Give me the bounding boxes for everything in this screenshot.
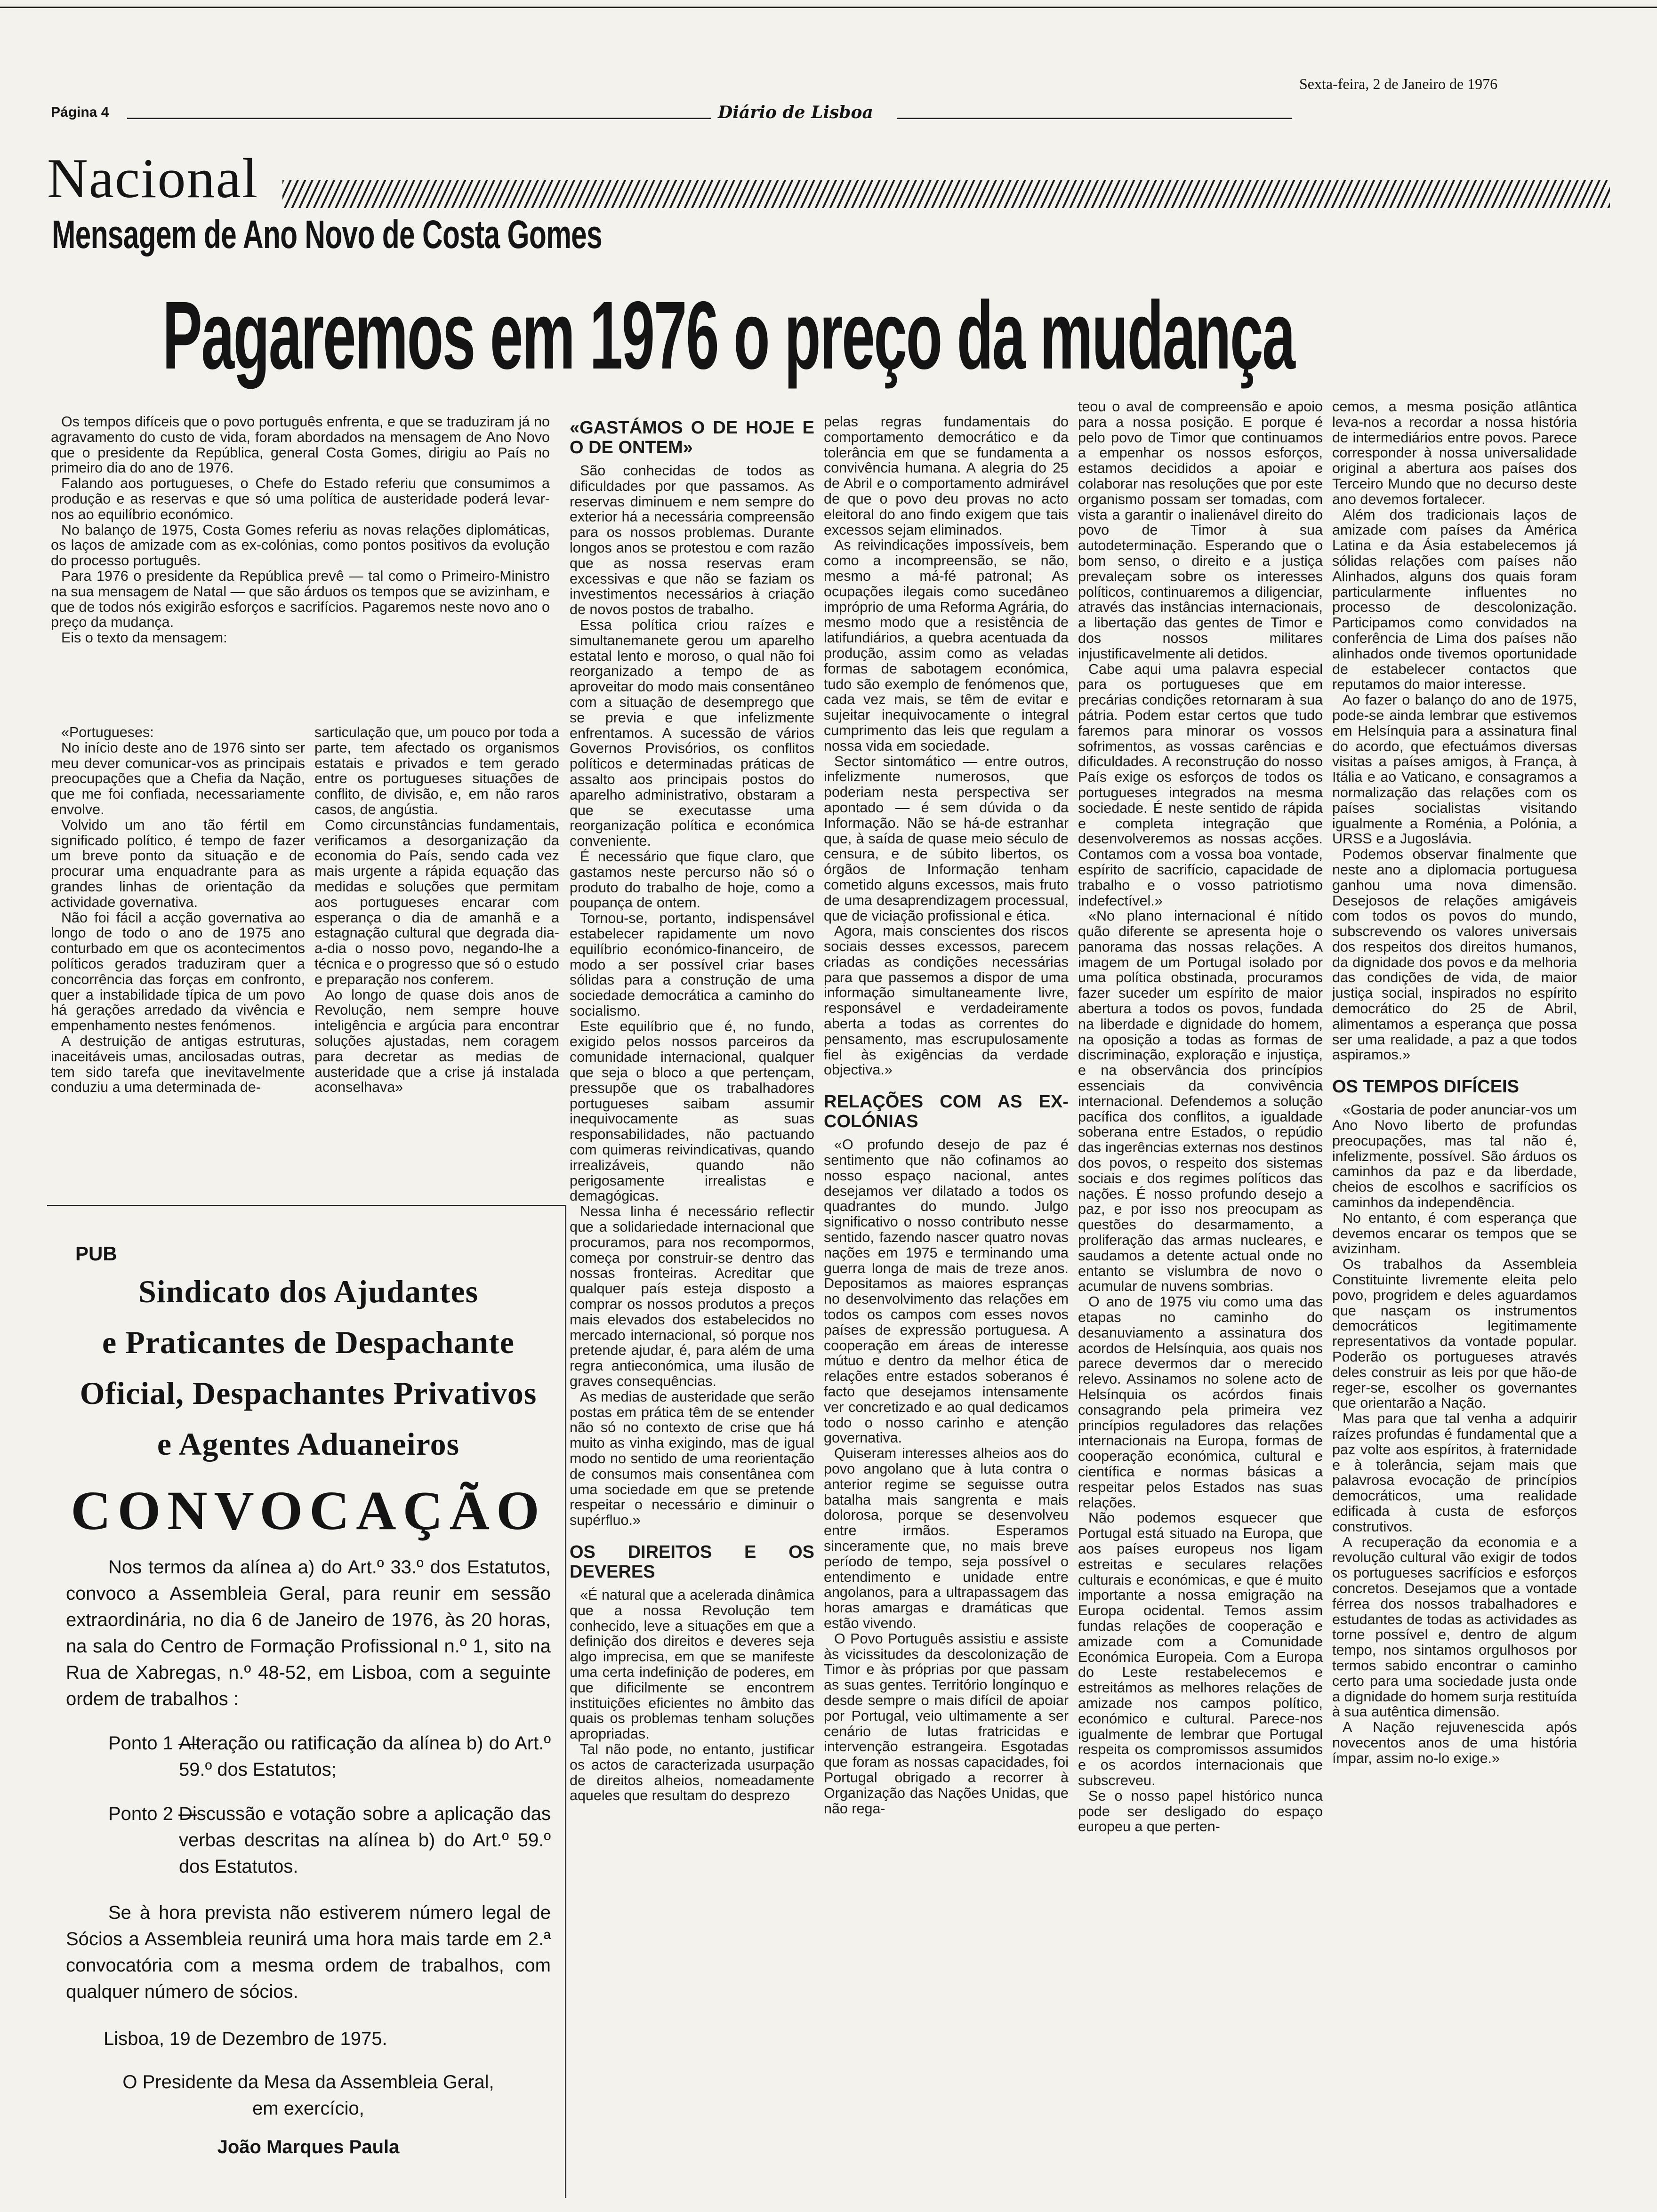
subhead-gastamos: «GASTÁMOS O DE HOJE E O DE ONTEM» — [570, 418, 814, 457]
column-paragraph: Agora, mais conscientes dos riscos sociais desses excessos, parecem criadas as condições necessárias para que passemos a dispor de uma informação simultaneamente livre, responsável e verdadeiramente aberta a todas as correntes do pensamento, mas escrupulosamente fiel às exigências da verdade objectiva.» — [824, 923, 1069, 1078]
article-column-2 — [314, 725, 559, 1195]
column-paragraph: Essa política criou raízes e simultanemanete gerou um aparelho estatal lento e moroso, o qual não foi reorganizado a tempo de as aproveitar do modo mais consentâneo com a situação de desemprego que se previa e que infelizmente enfrentamos. A sucessão de vários Governos Provisórios, os conflitos políticos e determinadas práticas de assalto aos principais postos do aparelho administrativo, obstaram a que se executasse uma reorganização política e económica conveniente. — [570, 617, 814, 850]
subhead-direitos: OS DIREITOS E OS DEVERES — [570, 1542, 814, 1582]
ad-signer-title: O Presidente da Mesa da Assembleia Geral, — [122, 2072, 494, 2092]
article-column-5 — [1078, 399, 1323, 2198]
column-paragraph: A Nação rejuvenescida após novecentos anos de uma história ímpar, assim no-lo exige.» — [1332, 1719, 1577, 1766]
ad-heading: CONVOCAÇÃO — [71, 1480, 546, 1541]
ad-org-line: Sindicato dos Ajudantes — [138, 1274, 479, 1309]
column-paragraph: Mas para que tal venha a adquirir raízes profundas é fundamental que a paz volte aos espíritos, à fraternidade e à tolerância, sejam mais que palavrosa evocação de princípios democráticos, uma realidade edificada à custa de esforços construtivos. — [1332, 1411, 1577, 1535]
ad-org-line: e Agentes Aduaneiros — [157, 1426, 460, 1462]
ad-block — [66, 1266, 551, 2160]
masthead: Diário de Lisboa — [718, 103, 873, 122]
column-paragraph: Os trabalhos da Assembleia Constituinte livremente eleita pelo povo, progridem e deles aguardamos que nasçam os instrumentos democráticos legitimamente representativos da vontade popular. Poderão os portugueses através deles construir as leis por que hão-de reger-se, escolher os governantes que orientarão a Nação. — [1332, 1256, 1577, 1411]
article-headline: Pagaremos em 1976 o preço da mudança — [162, 281, 1295, 389]
subhead-ex-colonias: RELAÇÕES COM AS EX-COLÓNIAS — [824, 1092, 1069, 1132]
column-paragraph: Nessa linha é necessário reflectir que a solidariedade internacional que procuramos, para nos recompormos, começa por construir-se dentro das nossas fronteiras. Acreditar que qualquer país esteja disposto a comprar os nossos produtos a preços mais elevados dos estabelecidos no mercado internacional, só porque nos pretende ajudar, é, para além de uma regra antieconómica, uma ilusão de graves consequências. — [570, 1203, 814, 1390]
column-paragraph: Além dos tradicionais laços de amizade com países da América Latina e da Ásia estabelecemos já sólidas relações com países não Alinhados, alguns dos quais foram particularmente influentes no processo de descolonização. Participamos como convidados na conferência de Lima dos países não alinhados onde tivemos oportunidade de estabelecer contactos que reputamos do maior interesse. — [1332, 506, 1577, 693]
subhead-tempos-dificeis: OS TEMPOS DIFÍCEIS — [1332, 1077, 1519, 1097]
article-column-1 — [51, 725, 305, 1195]
ad-ponto-1-text: Alteração ou ratificação da alínea b) do Art.º 59.º dos Estatutos; — [179, 1733, 551, 1780]
article-column-6 — [1332, 399, 1577, 2198]
column-paragraph: São conhecidas de todos as dificuldades por que passamos. As reservas diminuem e nem sempre do exterior há a necessária compreensão para os nossos problemas. Durante longos anos se protestou e com razão que as nossa reservas eram excessivas e que não se faziam os investimentos necessários à criação de novos postos de trabalho. — [570, 463, 814, 618]
ad-ponto-1-label: Ponto 1 — — [108, 1733, 198, 1754]
column-paragraph: A destruição de antigas estruturas, inaceitáveis umas, ancilosadas outras, tem sido tarefa que inevitavelmente conduziu a uma determinada de- — [51, 1033, 305, 1096]
column-paragraph: Volvido um ano tão fértil em significado político, é tempo de fazer um breve ponto da situação e de procurar uma enquadrante para as grandes linhas de orientação da actividade governativa. — [51, 817, 305, 910]
ad-intro: Nos termos da alínea a) do Art.º 33.º dos Estatutos, convoco a Assembleia Geral, para reunir em sessão extraordinária, no dia 6 de Janeiro de 1976, às 20 horas, na sala do Centro de Formação Profissional n.º 1, sito na Rua de Xabregas, n.º 48-52, em Lisboa, com a seguinte ordem de trabalhos : — [66, 1557, 551, 1709]
ad-ponto-2-text: Discussão e votação sobre a aplicação das verbas descritas na alínea b) do Art.º 59.º dos Estatutos. — [179, 1803, 551, 1877]
ad-signer-title-2: em exercício, — [252, 2098, 364, 2119]
column-paragraph: Se o nosso papel histórico nunca pode ser desligado do espaço europeu a que perten- — [1078, 1787, 1323, 1835]
article-column-3 — [570, 414, 814, 2198]
column-paragraph: No entanto, é com esperança que devemos encarar os tempos que se avizinham. — [1332, 1210, 1577, 1257]
column-paragraph: Tal não pode, no entanto, justificar os actos de caracterizada usurpação de direitos alheios, nomeadamente aqueles que resultam do desprezo — [570, 1741, 814, 1804]
ad-org-line: Oficial, Despachantes Privativos — [80, 1375, 537, 1411]
article-column-4 — [824, 414, 1069, 2198]
lead-paragraph: Para 1976 o presidente da República prevê — tal como o Primeiro-Ministro na sua mensagem de Natal — que são árduos os tempos que se avizinham, e que de todos nós exigirão esforços e sacrifícios. Pagaremos neste novo ano o preço da mudança. — [51, 568, 550, 631]
lead-paragraph: Eis o texto da mensagem: — [61, 630, 227, 646]
column-paragraph: teou o aval de compreensão e apoio para a nossa posição. E porque é pelo povo de Timor que continuamos a empenhar os nossos esforços, estamos decididos a apoiar e colaborar nas resoluções que por este organismo possam ser tomadas, com vista a garantir o inalienável direito do povo de Timor à sua autodeterminação. Esperando que o bom senso, o direito e a justiça prevaleçam sobre os interesses políticos, continuaremos a diligenciar, através das instâncias internacionais, a libertação das gentes de Timor e dos nossos militares injustificavelmente ali detidos. — [1078, 399, 1323, 662]
column-paragraph: Como circunstâncias fundamentais, verificamos a desorganização da economia do País, sendo cada vez mais urgente a rápida equação das medidas e soluções que permitam aos portugueses encarar com esperança o dia de amanhã e a estagnação cultural que degrada dia-a-dia o nosso povo, negando-lhe a técnica e o progresso que só o estudo e preparação nos conferem. — [314, 817, 559, 987]
column-paragraph: Podemos observar finalmente que neste ano a diplomacia portuguesa ganhou uma nova dimensão. Desejosos de relações amigáveis com todos os povos do mundo, subscrevendo os valores universais dos respeitos dos direitos humanos, da dignidade dos povos e da melhoria das condições de vida, de maior justiça social, inspirados no espírito democrático do 25 de Abril, alimentamos a esperança que possa ser uma realidade, a paz a que todos aspiramos.» — [1332, 846, 1577, 1063]
column-paragraph: Este equilíbrio que é, no fundo, exigido pelos nossos parceiros da comunidade internacional, qualquer que seja o bloco a que pertençam, pressupõe que os trabalhadores portugueses saibam assumir inequivocamente as suas responsabilidades, não pactuando com quimeras reivindicativas, quando irrealizáveis, quando não perigosamente irrealistas e demagógicas. — [570, 1018, 814, 1204]
section-title: Nacional — [47, 147, 259, 209]
ad-place-date: Lisboa, 19 de Dezembro de 1975. — [104, 2028, 387, 2049]
column-paragraph: sarticulação que, um pouco por toda a parte, tem afectado os organismos estatais e privados e tem gerado entre os portugueses situações de conflito, de divisão, e, em não raros casos, de angústia. — [314, 725, 559, 817]
column-paragraph: Quiseram interesses alheios aos do povo angolano que à luta contra o anterior regime se seguisse outra batalha mais sangrenta e mais dolorosa, porque se desenvolveu entre irmãos. Esperamos sinceramente que, no mais breve período de tempo, seja possível o entendimento e unidade entre angolanos, para a ultrapassagem das horas amargas e dramáticas que estão vivendo. — [824, 1445, 1069, 1631]
lead-paragraph: Falando aos portugueses, o Chefe do Estado referiu que consumimos a produção e as reservas e que só uma política de austeridade poderá levar-nos ao equilíbrio económico. — [51, 475, 550, 522]
ad-org-line: e Praticantes de Despachante — [102, 1324, 515, 1360]
column-paragraph: A recuperação da economia e a revolução cultural vão exigir de todos os portugueses sacrifícios e esforços concretos. Desejamos que a vontade férrea dos nossos trabalhadores e estudantes de todas as actividades as torne possível e, dentro de algum tempo, nos sintamos orgulhosos por termos sabido encontrar o caminho certo para uma sociedade justa onde a dignidade do homem surja restituída à sua autêntica dimensão. — [1332, 1534, 1577, 1720]
article-ad-divider — [47, 1205, 565, 1206]
column-paragraph: No início deste ano de 1976 sinto ser meu dever comunicar-vos as principais preocupações que a Chefia da Nação, que me foi confiada, necessariamente envolve. — [51, 739, 305, 817]
article-kicker: Mensagem de Ano Novo de Costa Gomes — [52, 212, 602, 256]
issue-date: Sexta-feira, 2 de Janeiro de 1976 — [1299, 75, 1498, 92]
ad-body — [66, 1554, 551, 2160]
ad-pub-label: PUB — [75, 1242, 117, 1265]
column-paragraph: As reivindicações impossíveis, bem como a incompreensão, se não, mesmo a má-fé patronal; As ocupações ilegais como sucedâneo impróprio de uma Reforma Agrária, do mesmo modo que a resistência de latifundiários, a quebra acentuada da produção, assim como as veladas formas de sabotagem económica, tudo são exemplo de fenómenos que, cada vez mais, se têm de evitar e sujeitar inequivocamente o integral cumprimento das leis que regulam a nossa vida em sociedade. — [824, 537, 1069, 754]
header-rule-left — [127, 118, 711, 119]
column-paragraph: «Gostaria de poder anunciar-vos um Ano Novo liberto de profundas preocupações, mas tal não é, infelizmente, possível. São árduos os caminhos da paz e da liberdade, cheios de escolhos e sacrifícios os caminhos da independência. — [1332, 1102, 1577, 1211]
column-paragraph: Não foi fácil a acção governativa ao longo de todo o ano de 1975 ano conturbado em que os acontecimentos políticos gerados traduziram quer a concorrência das forças em confronto, quer a instabilidade típica de um povo há gerações arredado da vivência e empenhamento nestes fenómenos. — [51, 909, 305, 1034]
column-paragraph: O Povo Português assistiu e assiste às vicissitudes da descolonização de Timor e às próprias por que passam as suas gentes. Território longínquo e desde sempre o mais difícil de apoiar por Portugal, veio ultimamente a ser cenário de lutas fratricidas e intervenção estrangeira. Esgotadas que foram as nossas capacidades, foi Portugal obrigado a recorrer à Organização das Nações Unidas, que não rega- — [824, 1630, 1069, 1817]
column-paragraph: Cabe aqui uma palavra especial para os portugueses que em precárias condições retornaram à sua pátria. Podem estar certos que tudo faremos para minorar os vossos sofrimentos, as vossas carências e dificuldades. A reconstrução do nosso País exige os esforços de todos os portugueses integrados na mesma sociedade. É neste sentido de rápida e completa integração que desenvolveremos as nossas acções. Contamos com a vossa boa vontade, espírito de sacrifício, capacidade de trabalho e o vosso patriotismo indefectível.» — [1078, 661, 1323, 909]
header-rule-right — [897, 118, 1292, 119]
lead-paragraph: No balanço de 1975, Costa Gomes referiu as novas relações diplomáticas, os laços de amizade com as ex-colónias, como pontos positivos da evolução do processo português. — [51, 521, 550, 569]
ad-note: Se à hora prevista não estiverem número legal de Sócios a Assembleia reunirá uma hora mais tarde em 2.ª convocatória com a mesma ordem de trabalhos, com qualquer número de sócios. — [66, 1902, 551, 2002]
column-paragraph: Ao longo de quase dois anos de Revolução, nem sempre houve inteligência e argúcia para encontrar soluções ajustadas, nem coragem para decretar as medias de austeridade que a crise já instalada aconselhava» — [314, 986, 559, 1096]
column-paragraph: «É natural que a acelerada dinâmica que a nossa Revolução tem conhecido, leve a situações em que a definição dos direitos e deveres seja algo imprecisa, em que se manifeste uma certa indefinição de poderes, em que dificilmente se encontrem instituições eficientes no âmbito das quais os problemas tenham soluções apropriadas. — [570, 1587, 814, 1742]
column-paragraph: As medias de austeridade que serão postas em prática têm de se entender não só no contexto de crise que há muito as vinha exigindo, mas de igual modo no sentido de uma reorientação de consumos mais consentânea com uma sociedade em que se pretende respeitar o necessário e diminuir o supérfluo.» — [570, 1388, 814, 1529]
column-paragraph: É necessário que fique claro, que gastamos neste percurso não só o produto do trabalho de hoje, como a poupança de ontem. — [570, 848, 814, 911]
ad-ponto-1 — [66, 1730, 551, 1783]
ad-signer: João Marques Paula — [217, 2137, 400, 2157]
article-lead — [51, 414, 550, 706]
column-paragraph: cemos, a mesma posição atlântica leva-nos a recordar a nossa história de intermediários entre povos. Parece corresponder à nossa universalidade original a abertura aos países dos Terceiro Mundo que no decurso deste ano devemos fortalecer. — [1332, 399, 1577, 507]
ad-ponto-2-label: Ponto 2 — — [108, 1803, 198, 1824]
section-hatch — [282, 180, 1610, 208]
column-paragraph: Não podemos esquecer que Portugal está situado na Europa, que aos países europeus nos ligam estreitas e seculares relações culturais e económicas, e que é muito importante a nossa emigração na Europa ocidental. Temos assim fundas relações de cooperação e amizade com a Comunidade Económica Europeia. Com a Europa do Leste restabelecemos e estreitámos as melhores relações de amizade nos campos político, económico e cultural. Parece-nos igualmente de lembrar que Portugal respeita os compromissos assumidos e os acordos internacionais que subscreveu. — [1078, 1510, 1323, 1788]
column-divider — [565, 1205, 566, 2198]
column-paragraph: Sector sintomático — entre outros, infelizmente numerosos, que poderiam nesta perspectiva ser apontado — é sem dúvida o da Informação. Não se há-de estranhar que, à saída de quase meio século de censura, e de súbito libertos, os órgãos de Informação tenham cometido alguns excessos, mais fruto de uma desaprendizagem processual, que de viciação profissional e ética. — [824, 753, 1069, 924]
column-paragraph: O ano de 1975 viu como uma das etapas no caminho do desanuviamento a assinatura dos acordos de Helsínquia, aos quais nos parece devermos dar o merecido relevo. Assinamos no solene acto de Helsínquia os acórdos finais consagrando pela primeira vez princípios reguladores das relações internacionais na Europa, formas de cooperação económica, cultural e científica e normas básicas a respeitar pelos Estados nas suas relações. — [1078, 1294, 1323, 1511]
column-paragraph: pelas regras fundamentais do comportamento democrático e da tolerância em que se fundamenta a convivência humana. A alegria do 25 de Abril e o comportamento admirável de que o povo deu provas no acto eleitoral do ano findo exigem que tais excessos sejam eliminados. — [824, 414, 1069, 538]
lead-paragraph: Os tempos difíceis que o povo português enfrenta, e que se traduziram já no agravamento do custo de vida, foram abordados na mensagem de Ano Novo que o presidente da República, general Costa Gomes, dirigiu ao País no primeiro dia do ano de 1976. — [51, 414, 550, 476]
page-number: Página 4 — [51, 104, 109, 120]
ad-ponto-2 — [66, 1801, 551, 1880]
column-paragraph: «No plano internacional é nítido quão diferente se apresenta hoje o panorama das nossas relações. A imagem de um Portugal isolado por uma política obstinada, procuramos fazer suceder um espírito de maior abertura a todos os povos, fundada na liberdade e dignidade do homem, na oposição a todas as formas de discriminação, exploração e injustiça, e na observância dos princípios essenciais da convivência internacional. Defendemos a solução pacífica dos conflitos, a igualdade soberana entre Estados, o repúdio das ingerências externas nos destinos dos povos, o respeito dos sistemas sociais e dos regimes políticos das nações. É nosso profundo desejo a paz, e por isso nos preocupam as questões do desarmamento, a proliferação das armas nucleares, e saudamos a detente actual onde no entanto se vislumbra de novo o acumular de nuvens sombrias. — [1078, 908, 1323, 1295]
column-paragraph: «O profundo desejo de paz é sentimento que não cofinamos ao nosso espaço nacional, antes desejamos ver dilatado a todos os quadrantes do mundo. Julgo significativo o nosso contributo nesse sentido, fazendo nascer quatro novas nações em 1975 e terminando uma guerra longa de mais de treze anos. Depositamos as maiores espranças no desenvolvimento das relações em todos os campos com esses novos países de expressão portuguesa. A cooperação em áreas de interesse mútuo e dentro da melhor ética de relações entre estados soberanos é facto que desejamos intensamente ver concretizado e ao qual dedicamos todo o nosso carinho e atenção governativa. — [824, 1137, 1069, 1446]
column-paragraph: Tornou-se, portanto, indispensável estabelecer rapidamente um novo equilíbrio económico-financeiro, de modo a ser possível criar bases sólidas para a construção de uma sociedade democrática a caminho do socialismo. — [570, 910, 814, 1019]
column-paragraph: «Portugueses: — [61, 725, 154, 740]
top-rule — [0, 7, 1657, 8]
column-paragraph: Ao fazer o balanço do ano de 1975, pode-se ainda lembrar que estivemos em Helsínquia para a assinatura final do acordo, que efectuámos diversas visitas a países amigos, à França, à Itália e ao Vaticano, e consagramos a normalização das relações com os países socialistas visitando igualmente a Roménia, a Polónia, a URSS e a Jugoslávia. — [1332, 692, 1577, 847]
